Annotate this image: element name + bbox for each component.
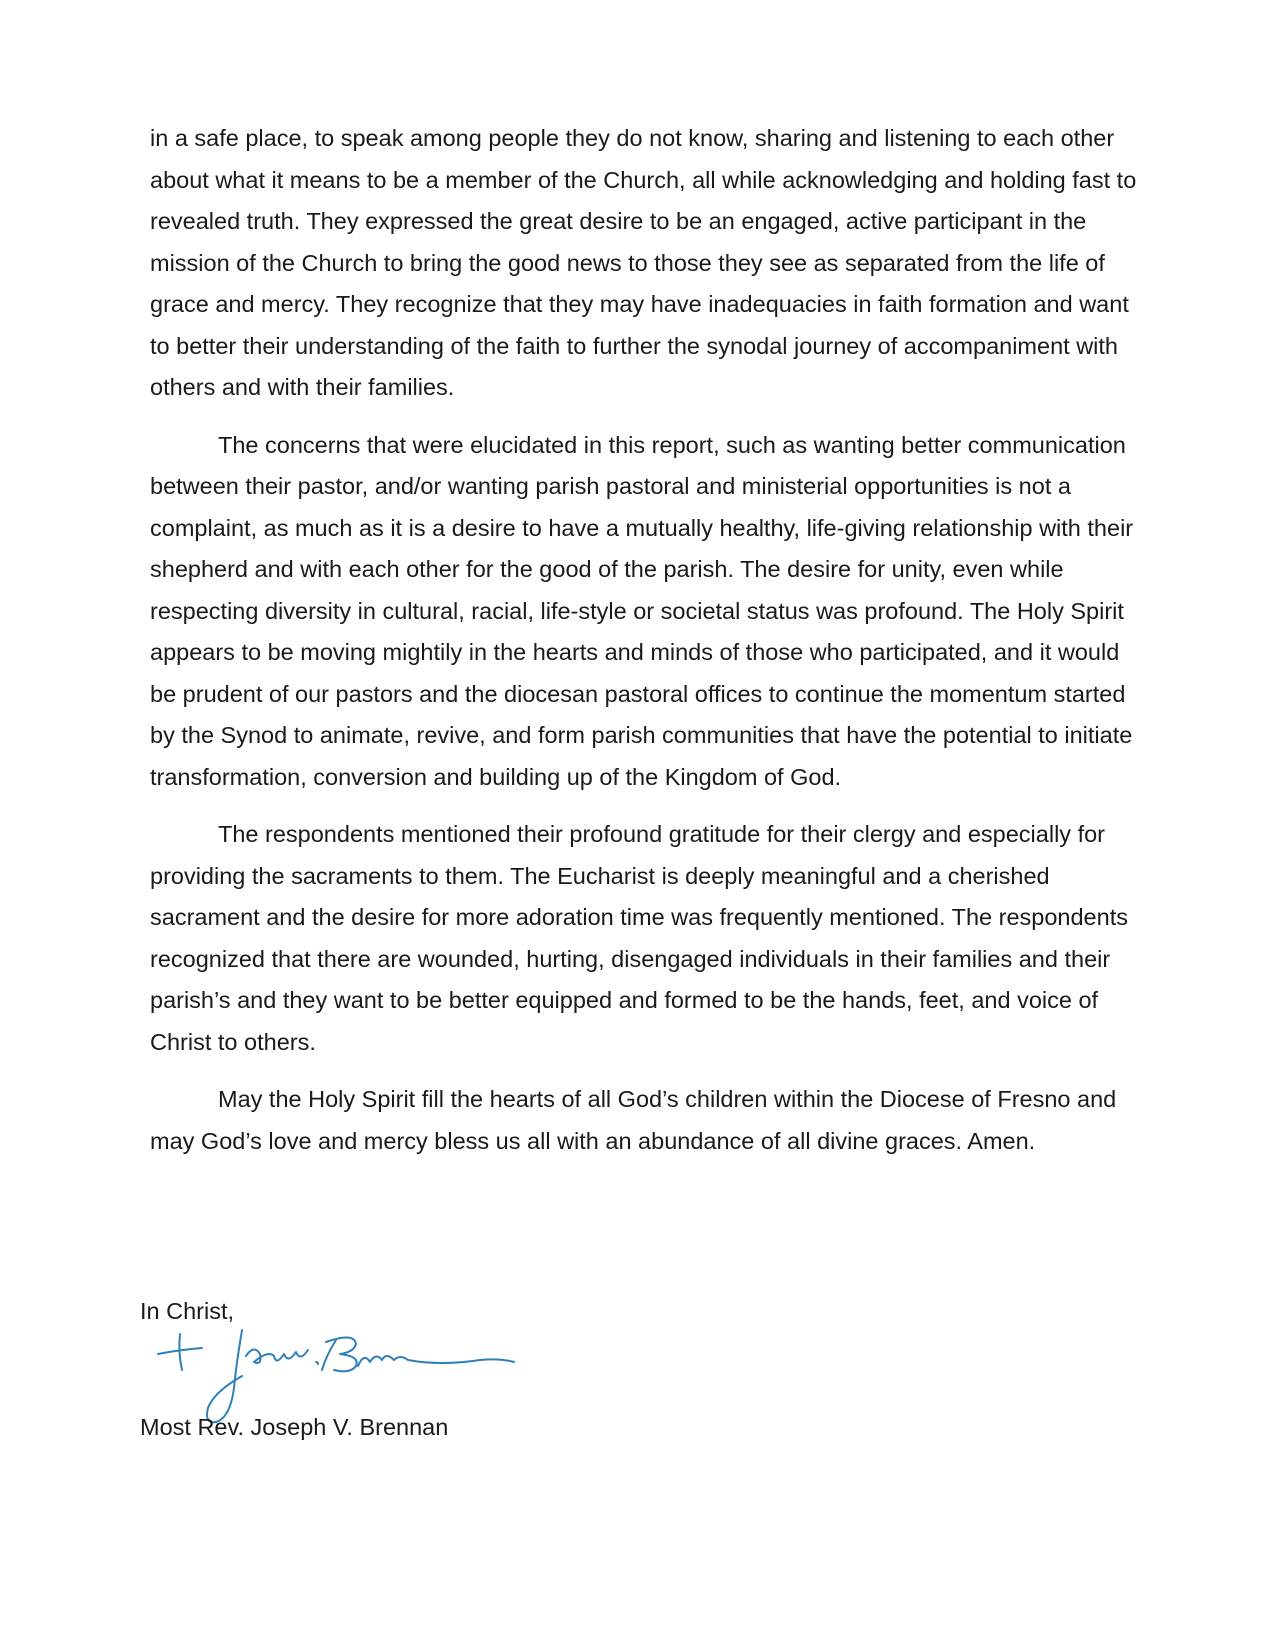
letter-body <box>150 118 1150 1178</box>
closing-salutation: In Christ, <box>140 1298 235 1324</box>
paragraph-2: The concerns that were elucidated in this report, such as wanting better communication between their pastor, and/or wanting parish pastoral and ministerial opportunities is not a complaint, as much as it is a desire to have a mutually healthy, life-giving relationship with their shepherd and with each other for the good of the parish. The desire for unity, even while respecting diversity in cultural, racial, life-style or societal status was profound. The Holy Spirit appears to be moving mightily in the hearts and minds of those who participated, and it would be prudent of our pastors and the diocesan pastoral offices to continue the momentum started by the Synod to animate, revive, and form parish communities that have the potential to initiate transformation, conversion and building up of the Kingdom of God. <box>150 431 1134 790</box>
paragraph-3: The respondents mentioned their profound gratitude for their clergy and especially for providing the sacraments to them. The Eucharist is deeply meaningful and a cherished sacrament and the desire for more adoration time was frequently mentioned. The respondents recognized that there are wounded, hurting, disengaged individuals in their families and their parish’s and they want to be better equipped and formed to be the hands, feet, and voice of Christ to others. <box>150 821 1128 1055</box>
paragraph-4: May the Holy Spirit fill the hearts of all God’s children within the Diocese of Fresno and may God’s love and mercy bless us all with an abundance of all divine graces. Amen. <box>150 1086 1117 1154</box>
signer-name: Most Rev. Joseph V. Brennan <box>140 1414 449 1440</box>
paragraph-1: in a safe place, to speak among people they do not know, sharing and listening to each other about what it means to be a member of the Church, all while acknowledging and holding fast to revealed truth. They expressed the great desire to be an engaged, active participant in the mission of the Church to bring the good news to those they see as separated from the life of grace and mercy. They recognize that they may have inadequacies in faith formation and want to better their understanding of the faith to further the synodal journey of accompaniment with others and with their families. <box>150 125 1137 400</box>
